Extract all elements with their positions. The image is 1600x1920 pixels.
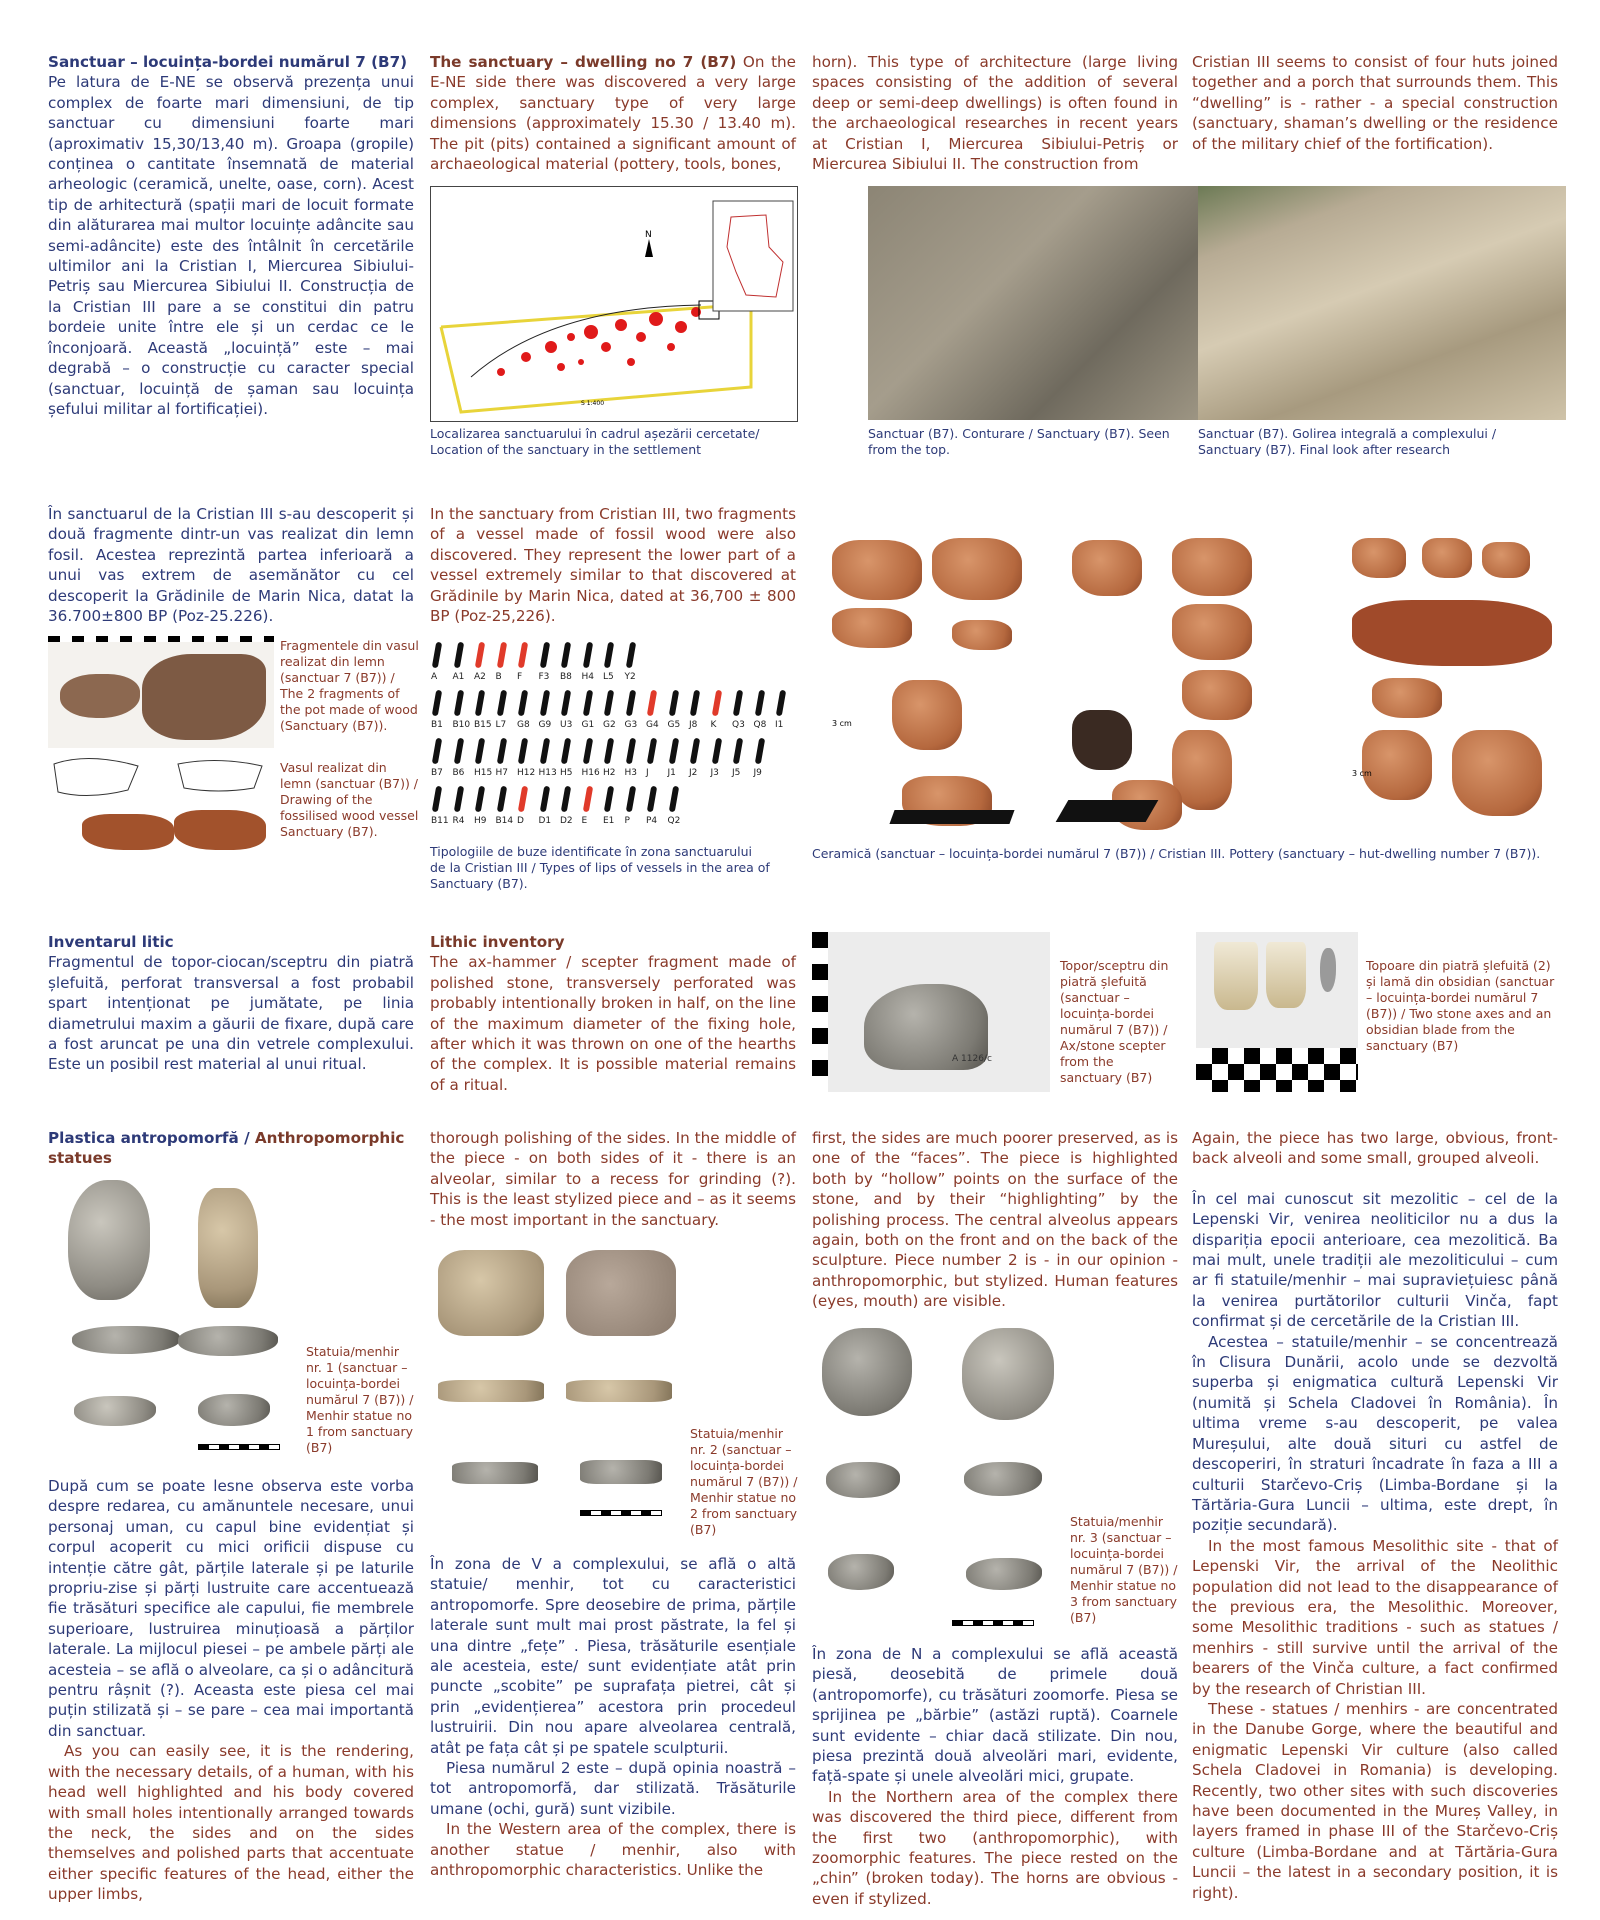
section4-col4-en: In the most famous Mesolithic site - that of Lepenski Vir, the arrival of the Neolithic population did not lead to the disappearance of the previous era, the Mesolithic. Moreover, some Mesolithic traditions - such as statues / menhirs - still survive until the arrival of the bearers of the Vinča culture, a fact confirmed by the research of Christian III.	[1192, 1536, 1558, 1698]
lip-shape	[539, 642, 549, 669]
pottery-plate	[812, 530, 1568, 836]
lip-shape	[518, 642, 528, 669]
lip-typology-chart	[430, 636, 800, 836]
lip-shape	[475, 738, 485, 765]
lip-label: B8	[560, 672, 572, 682]
lip-shape	[582, 738, 592, 765]
lip-shape	[432, 690, 442, 717]
section4-col4-ro: În cel mai cunoscut sit mezolitic – cel de la Lepenski Vir, venirea neoliticilor nu a dus la dispariția epocii anterioare, cea mezolitică. Ba mai mult, unele tradiții ale mezoliticului – cum ar fi statuile/menhir – mai supraviețuiesc până la venirea purtătorilor culturii Vinča, fapt confirmat și de cercetările de la Cristian III.	[1192, 1189, 1558, 1331]
lip-shape	[604, 786, 614, 813]
lip-shape	[647, 786, 657, 813]
caption-photo2: Sanctuar (B7). Golirea integrală a complexului / Sanctuary (B7). Final look after research	[1198, 426, 1497, 457]
lip-shape	[453, 642, 463, 669]
lip-label: P	[624, 816, 630, 826]
lip-label: B7	[431, 768, 443, 778]
section3-ro-block	[48, 932, 414, 1075]
axe-label: A 1126/c	[952, 1054, 992, 1064]
section4-title-block	[48, 1128, 414, 1169]
lip-shape	[453, 690, 463, 717]
statue1-photos	[48, 1176, 308, 1466]
section4-ro-title: Plastica antropomorfă /	[48, 1129, 255, 1147]
lip-shape	[496, 738, 506, 765]
lip-shape	[475, 786, 485, 813]
lip-label: G3	[624, 720, 638, 730]
lip-label: U3	[560, 720, 573, 730]
lip-shape	[625, 642, 635, 669]
section4-en-title: Anthropomorphic statues	[48, 1129, 405, 1168]
lip-shape	[668, 690, 678, 717]
photo-stone-axes	[1196, 932, 1358, 1092]
lip-label: Q8	[753, 720, 767, 730]
section4-col2	[430, 1554, 796, 1881]
lip-label: I1	[775, 720, 784, 730]
lip-shape	[668, 786, 678, 813]
caption-map	[430, 426, 796, 458]
lip-label: J	[646, 768, 649, 778]
section2-en-text: In the sanctuary from Cristian III, two fragments of a vessel made of fossil wood were also discovered. They represent the lower part of a vessel extremely similar to that discovered at Grădinile by Marin Nica, dated at 36,700 ± 800 BP (Poz-25,226).	[430, 505, 796, 626]
caption-wood2: Vasul realizat din lemn (sanctuar (B7)) / Drawing of the fossilised wood vessel Sanctuary (B7).	[280, 760, 419, 839]
lip-shape	[496, 642, 506, 669]
lip-label: H15	[474, 768, 493, 778]
lip-label: Y2	[624, 672, 636, 682]
lip-label: A2	[474, 672, 486, 682]
lip-shape	[432, 642, 442, 669]
pottery-scale-1: 3 cm	[832, 719, 852, 728]
lip-label: J3	[710, 768, 719, 778]
section4-col1-ro: După cum se poate lesne observa este vorba despre redarea, cu amănuntele necesare, unui personaj uman, cu capul bine evidențiat și corpul acoperit cu mici orificii dispuse cu intenție către gât, părțile laterale și pe laturile propriu-zise și părți lustruite care accentuează fie trăsături specifice ale capului, fie membrele superioare, lustruirea minuțioasă a părților laterale. La mijlocul piesei – pe ambele părți ale acesteia – se află o alveolare, ca și o adâncitură pentru râșnit (?). Aceasta este piesa cel mai puțin stilizată și – se pare – cea mai importantă din sanctuar.	[48, 1477, 414, 1740]
lip-label: F	[517, 672, 523, 682]
lip-label: Q3	[732, 720, 745, 730]
caption-photo1: Sanctuar (B7). Conturare / Sanctuary (B7). Seen from the top.	[868, 426, 1170, 457]
section4-col3-en: In the Northern area of the complex there was discovered the third piece, different from the first two (anthropomorphic), with zoomorphic features. The piece rested on the „chin” (broken today). The horns are obvious - even if stylized.	[812, 1787, 1178, 1908]
lip-shape	[475, 690, 485, 717]
photo-axe-scepter	[812, 932, 1050, 1092]
lip-label: A1	[452, 672, 465, 682]
lip-label: B	[495, 672, 502, 682]
caption-map-text: Localizarea sanctuarului în cadrul așezării cercetate/ Location of the sanctuary in the settlement	[430, 426, 760, 457]
lip-shape	[733, 738, 743, 765]
section4-col2-ro: În zona de V a complexului, se află o altă statuie/ menhir, tot cu caracteristici antropomorfe. Spre deosebire de prima, părțile laterale sunt mult mai prost păstrate, la fel și una dintre „fețe” . Piesa, trăsăturile esențiale ale acesteia, este/ sunt evidențiate atât prin puncte „scobite” pe suprafața pietrei, cât și prin „evidențierea” acestora prin procedeul lustruirii. Din nou apare alveolarea centrală, atât pe fața cât și pe spatele sculpturii.	[430, 1555, 796, 1757]
section1-ro-block	[48, 52, 414, 419]
lip-label: H3	[624, 768, 637, 778]
section1-en-block	[430, 52, 796, 174]
lip-label: B11	[431, 816, 449, 826]
statue2-photos	[430, 1238, 680, 1538]
lip-label: L7	[495, 720, 507, 730]
section4-col4-en2: These - statues / menhirs - are concentrated in the Danube Gorge, where the beautiful and enigmatic Lepenski Vir culture (also called Schela Cladovei in Romania) is developing. Recently, two other sites with such discoveries have been documented in the Mureș Valley, in layers framed in phase III of the Starčevo-Criș culture (Limba-Bordane and at Tărtăria-Gura Luncii – the latest in a secondary position, it is right).	[1192, 1699, 1558, 1902]
lip-shape	[453, 786, 463, 813]
lip-shape	[539, 786, 549, 813]
lip-shape	[604, 738, 614, 765]
lip-shape	[518, 786, 528, 813]
caption-statue3: Statuia/menhir nr. 3 (sanctuar – locuința-bordei numărul 7 (B7)) / Menhir statue no 3 from sanctuary (B7)	[1070, 1514, 1178, 1625]
lip-shape	[711, 738, 721, 765]
lip-shape	[582, 642, 592, 669]
section4-col4	[1192, 1128, 1558, 1903]
lip-label: J2	[689, 768, 698, 778]
caption-statue2: Statuia/menhir nr. 2 (sanctuar – locuința-bordei numărul 7 (B7)) / Menhir statue no 2 from sanctuary (B7)	[690, 1426, 798, 1537]
lip-label: H9	[474, 816, 487, 826]
photo-wood-fragments	[48, 636, 274, 748]
lip-shape	[453, 738, 463, 765]
lip-shape	[690, 690, 700, 717]
lip-shape	[539, 690, 549, 717]
lip-shape	[754, 738, 764, 765]
lip-shape	[625, 786, 635, 813]
section3-ro-title: Inventarul litic	[48, 933, 174, 951]
pottery-scale-2: 3 cm	[1352, 769, 1372, 778]
caption-axes: Topoare din piatră șlefuită (2) și lamă din obsidian (sanctuar – locuința-bordei numărul 7 (B7)) / Two stone axes and an obsidian blade from the sanctuary (B7)	[1366, 958, 1555, 1053]
lip-shape	[625, 738, 635, 765]
lip-label: H13	[538, 768, 557, 778]
lip-shape	[754, 690, 764, 717]
lip-label: D2	[560, 816, 573, 826]
lip-label: G5	[667, 720, 681, 730]
lip-label: H7	[495, 768, 508, 778]
lip-label: G2	[603, 720, 616, 730]
lip-label: B1	[431, 720, 443, 730]
lip-label: H12	[517, 768, 536, 778]
lip-shape	[668, 738, 678, 765]
section1-en-text-3: Cristian III seems to consist of four huts joined together and a porch that surrounds them. This “dwelling” is - rather - a special construction (sanctuary, shaman’s dwelling or the residence of the military chief of the fortification).	[1192, 53, 1558, 153]
lip-label: D1	[538, 816, 552, 826]
lip-shape	[539, 738, 549, 765]
lip-shape	[475, 642, 485, 669]
lip-shape	[561, 690, 571, 717]
lip-shape	[561, 786, 571, 813]
lip-shape	[776, 690, 786, 717]
lip-label: H5	[560, 768, 573, 778]
section4-col3-ro: În zona de N a complexului se află această piesă, deosebită de primele două (antropomorfe), cu trăsături zoomorfe. Piesa se sprijinea pe „bărbie” (astăzi ruptă). Coarnele sunt evidente – chiar dacă stilizate. Din nou, piesa prezintă două alveolări mari, evidente, față-spate și unele alveolări mici, grupate.	[812, 1645, 1178, 1786]
section4-col1-en: As you can easily see, it is the rendering, with the necessary details, of a human, with his head well highlighted and his body covered with small holes intentionally arranged towards the neck, the sides and on the sides themselves and polished parts that accentuate either specific features of the head, either the upper limbs,	[48, 1742, 414, 1904]
lip-shape	[733, 690, 743, 717]
lip-shape	[432, 786, 442, 813]
lip-shape	[604, 642, 614, 669]
section4-col1	[48, 1476, 414, 1905]
section1-en-text-2: horn). This type of architecture (large living spaces consisting of the addition of several deep or semi-deep dwellings) is often found in the archaeological researches in recent years at Cristian I, Miercurea Sibiului-Petriș or Miercurea Sibiului II. The construction from	[812, 53, 1178, 174]
settlement-map	[430, 186, 798, 422]
photo-sanctuary-excavated	[1198, 186, 1566, 420]
map-plan	[431, 187, 797, 421]
section4-col2-en: In the Western area of the complex, there is another statue / menhir, also with anthropomorphic characteristics. Unlike the	[430, 1820, 796, 1880]
caption-lips: Tipologiile de buze identificate în zona sanctuarului de la Cristian III / Types of lips of vessels in the area of Sanctuary (B7).	[430, 844, 770, 891]
section1-ro-title: Sanctuar – locuința-bordei numărul 7 (B7)	[48, 53, 408, 71]
lip-shape	[518, 690, 528, 717]
lip-label: J1	[667, 768, 676, 778]
section3-ro-text: Fragmentul de topor-ciocan/sceptru din piatră șlefuită, perforat transversal a fost probabil spart intenționat pe jumătate, pe linia diametrului maxim a găurii de fixare, după care a fost aruncat pe una din vetrele complexului. Este un posibil rest material al unui ritual.	[48, 953, 414, 1074]
section2-ro-text: În sanctuarul de la Cristian III s-au descoperit și două fragmente dintr-un vas realizat din lemn fosil. Acestea reprezintă partea inferioară a unui vas extrem de asemănător cu cel descoperit la Grădinile de Marin Nica, datat la 36.700±800 BP (Poz-25.226).	[48, 505, 414, 626]
lip-label: F3	[538, 672, 550, 682]
section4-col3	[812, 1644, 1178, 1909]
lip-label: H2	[603, 768, 616, 778]
lip-label: B14	[495, 816, 514, 826]
lip-shape	[561, 642, 571, 669]
caption-pottery: Ceramică (sanctuar – locuința-bordei numărul 7 (B7)) / Cristian III. Pottery (sanctuary – hut-dwelling number 7 (B7)).	[812, 846, 1541, 861]
section3-en-text: The ax-hammer / scepter fragment made of polished stone, transversely perforated was probably intentionally broken in half, on the line of the maximum diameter of the fixing hole, after which it was thrown on one of the hearths of the complex. It is possible material remains of a ritual.	[430, 953, 796, 1094]
lip-shape	[582, 690, 592, 717]
lip-label: P4	[646, 816, 658, 826]
drawing-wood-vessel	[48, 752, 274, 856]
lip-label: G9	[538, 720, 552, 730]
lip-shape	[625, 690, 635, 717]
lip-shape	[496, 786, 506, 813]
section3-en-title: Lithic inventory	[430, 933, 565, 951]
section1-en-text-1: On the E-NE side there was discovered a very large complex, sanctuary type of very large dimensions (approximately 15.30 / 13.40 m). The pit (pits) contained a significant amount of archaeological material (pottery, tools, bones,	[430, 53, 796, 174]
lip-shape	[604, 690, 614, 717]
map-scale-label: S 1:400	[581, 400, 605, 407]
lip-label: D	[517, 816, 524, 826]
photo-sanctuary-outline	[868, 186, 1198, 420]
lip-label: L5	[603, 672, 614, 682]
section4-col2-en-top: thorough polishing of the sides. In the middle of the piece - on both sides of it - there is an alveolar, similar to a recess for grinding (?). This is the least stylized piece and – as it seems - the most important in the sanctuary.	[430, 1129, 796, 1229]
section4-col4-en-top: Again, the piece has two large, obvious, front-back alveoli and some small, grouped alveoli.	[1192, 1129, 1558, 1168]
lip-label: G4	[646, 720, 659, 730]
lip-label: B15	[474, 720, 492, 730]
lip-shape	[647, 690, 657, 717]
lip-shape	[496, 690, 506, 717]
lip-label: Q2	[667, 816, 681, 826]
lip-label: J9	[753, 768, 762, 778]
lip-shape	[647, 738, 657, 765]
section1-ro-text: Pe latura de E-NE se observă prezența unui complex de foarte mari dimensiuni, de tip sanctuar cu dimensiuni foarte mari (aproximativ 15,30/13,40 m). Groapa (gropile) conținea o cantitate însemnată de material arheologic (ceramică, unelte, oase, corn). Acest tip de arhitectură (spații mari de locuit formate din alăturarea mai multor locuințe adâncite sau semi-adâncite) este des întâlnit în cercetările ultimilor ani la Cristian I, Miercurea Sibiului-Petriș sau Miercurea Sibiului II. Construcția de la Cristian III pare a se constitui din patru bordeie unite între ele și un cerdac ce le înconjoară. Această „locuință” este – mai degrabă – o construcție cu caracter special (sanctuar, locuință de șaman sau locuința șefului militar al fortificației).	[48, 73, 414, 418]
lip-label: B6	[452, 768, 465, 778]
lip-label: K	[710, 720, 717, 730]
lip-shape	[690, 738, 700, 765]
lip-label: G1	[581, 720, 595, 730]
lip-shape	[582, 786, 592, 813]
lip-label: J8	[689, 720, 698, 730]
lip-shape	[518, 738, 528, 765]
caption-statue1: Statuia/menhir nr. 1 (sanctuar – locuința-bordei numărul 7 (B7)) / Menhir statue no 1 from sanctuary (B7)	[306, 1344, 414, 1455]
caption-wood1: Fragmentele din vasul realizat din lemn (sanctuar 7 (B7)) / The 2 fragments of the pot made of wood (Sanctuary (B7)).	[280, 638, 419, 733]
lip-label: B10	[452, 720, 471, 730]
lip-shape	[711, 690, 721, 717]
map-north-label: N	[645, 230, 652, 240]
section4-col4-ro2: Acestea – statuile/menhir – se concentrează în Clisura Dunării, acolo unde se dezvoltă superba și enigmatica cultură Lepenski Vir (numită și Schela Cladovei în România). În ultima vreme s-au descoperit, pe valea Mureșului, alte două situri cu astfel de descoperiri, în straturi încadrate în faza a III a culturii Starčevo-Criș (Limba-Bordane și la Tărtăria-Gura Luncii – ultima, este drept, în poziție secundară).	[1192, 1332, 1558, 1535]
lip-label: H4	[581, 672, 594, 682]
section4-col3-en-top: first, the sides are much poorer preserved, as is one of the “faces”. The piece is highlighted both by “hollow” points on the surface of the stone, and by their “highlighting” by the polishing process. The central alveolus appears again, both on the front and on the back of the sculpture. Piece number 2 is - in our opinion - anthropomorphic, but stylized. Human features (eyes, mouth) are visible.	[812, 1129, 1178, 1311]
section4-col2-ro2: Piesa numărul 2 este – după opinia noastră – tot antropomorfă, dar stilizată. Trăsăturile umane (ochi, gură) sunt vizibile.	[430, 1759, 796, 1818]
lip-label: J5	[732, 768, 741, 778]
lip-label: E1	[603, 816, 615, 826]
caption-axe: Topor/sceptru din piatră șlefuită (sanctuar – locuința-bordei numărul 7 (B7)) / Ax/stone scepter from the sanctuary (B7)	[1060, 958, 1169, 1085]
section3-en-block	[430, 932, 796, 1095]
statue3-photos	[812, 1318, 1062, 1636]
section1-en-title: The sanctuary – dwelling no 7 (B7)	[430, 53, 737, 71]
lip-label: G8	[517, 720, 530, 730]
lip-shape	[432, 738, 442, 765]
lip-label: A	[431, 672, 438, 682]
lip-shape	[561, 738, 571, 765]
lip-label: H16	[581, 768, 600, 778]
lip-label: R4	[452, 816, 465, 826]
lip-label: E	[581, 816, 588, 826]
